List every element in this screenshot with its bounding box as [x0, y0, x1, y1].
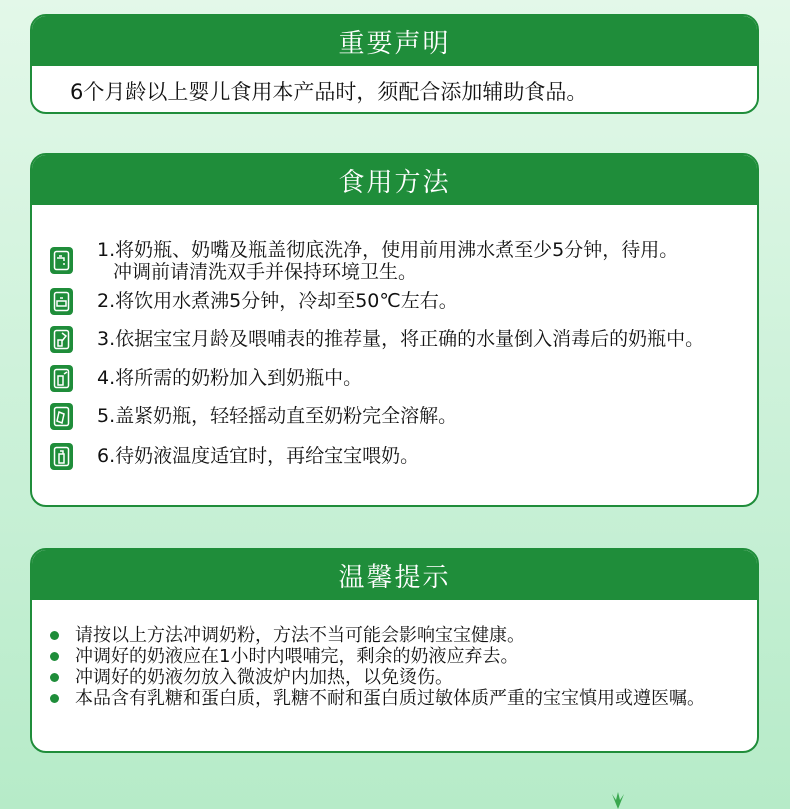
- step-line: 冲调前请清洗双手并保持环境卫生。: [113, 261, 418, 283]
- tips-card: [30, 548, 759, 753]
- pot-icon: [50, 288, 73, 315]
- tip-text: 本品含有乳糖和蛋白质，乳糖不耐和蛋白质过敏体质严重的宝宝慎用或遵医嘱。: [75, 688, 705, 709]
- tips-list: [50, 625, 751, 709]
- tip-text: 请按以上方法冲调奶粉，方法不当可能会影响宝宝健康。: [75, 625, 525, 646]
- faucet-icon: [50, 247, 73, 274]
- declaration-title: 重要声明: [32, 16, 757, 66]
- list-item: [50, 667, 751, 688]
- list-item: [50, 646, 751, 667]
- step-line: 1.将奶瓶、奶嘴及瓶盖彻底洗净，使用前用沸水煮至少5分钟，待用。: [97, 239, 679, 261]
- usage-card: [30, 153, 759, 507]
- step-line: 3.依据宝宝月龄及喂哺表的推荐量，将正确的水量倒入消毒后的奶瓶中。: [97, 328, 705, 350]
- bullet-icon: [50, 673, 59, 682]
- bullet-icon: [50, 631, 59, 640]
- step-item: [50, 239, 678, 283]
- shake-bottle-icon: [50, 403, 73, 430]
- step-item: [50, 326, 704, 353]
- list-item: [50, 688, 751, 709]
- sprout-icon: [598, 792, 638, 809]
- feeding-bottle-icon: [50, 443, 73, 470]
- step-line: 6.待奶液温度适宜时，再给宝宝喂奶。: [97, 445, 420, 467]
- step-item: [50, 365, 362, 392]
- step-line: 2.将饮用水煮沸5分钟，冷却至50℃左右。: [97, 290, 458, 312]
- declaration-text: 6个月龄以上婴儿食用本产品时，须配合添加辅助食品。: [70, 80, 588, 104]
- declaration-card: [30, 14, 759, 114]
- tip-text: 冲调好的奶液勿放入微波炉内加热，以免烫伤。: [75, 667, 453, 688]
- tip-text: 冲调好的奶液应在1小时内喂哺完，剩余的奶液应弃去。: [75, 646, 519, 667]
- list-item: [50, 625, 751, 646]
- step-item: [50, 288, 458, 315]
- add-powder-icon: [50, 365, 73, 392]
- bullet-icon: [50, 694, 59, 703]
- pour-water-icon: [50, 326, 73, 353]
- step-line: 5.盖紧奶瓶，轻轻摇动直至奶粉完全溶解。: [97, 405, 458, 427]
- bullet-icon: [50, 652, 59, 661]
- usage-title: 食用方法: [32, 155, 757, 205]
- step-item: [50, 403, 457, 430]
- step-line: 4.将所需的奶粉加入到奶瓶中。: [97, 367, 363, 389]
- tips-title: 温馨提示: [32, 550, 757, 600]
- step-item: [50, 443, 419, 470]
